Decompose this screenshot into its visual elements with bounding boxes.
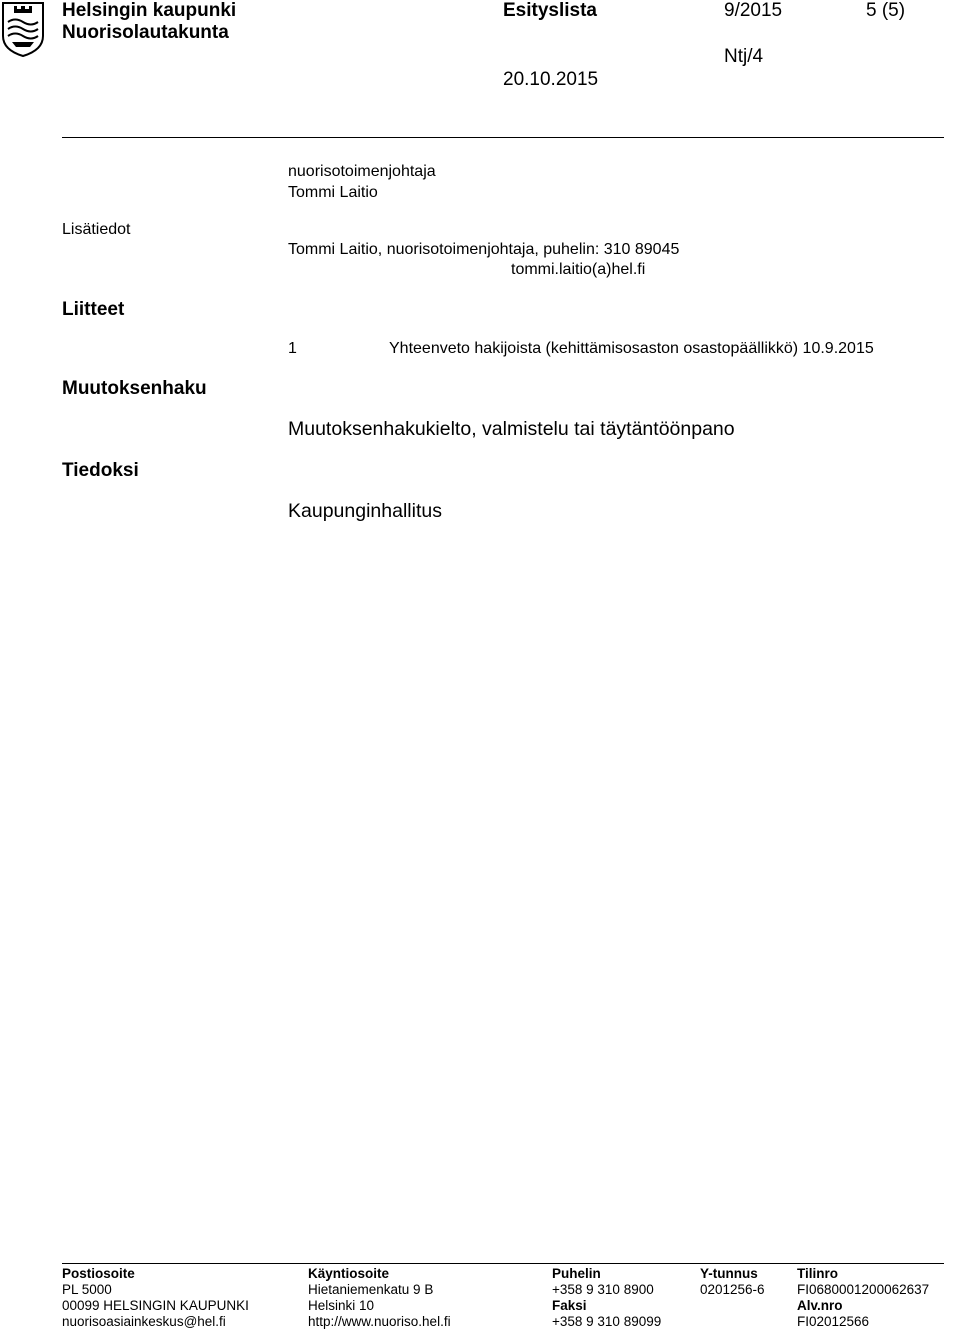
attachments-label: Liitteet [62, 299, 125, 320]
footer-visit-heading: Käyntiosoite [308, 1266, 390, 1281]
document-number: 9/2015 [724, 0, 783, 21]
document-type: Esityslista [503, 0, 597, 21]
footer-fax-heading: Faksi [552, 1298, 587, 1313]
footer-fax: +358 9 310 89099 [552, 1314, 662, 1329]
footer-divider [62, 1263, 944, 1264]
footer-phone: +358 9 310 8900 [552, 1282, 654, 1297]
info-contact-line: Tommi Laitio, nuorisotoimenjohtaja, puhelin: 310 89045 [288, 241, 680, 258]
attachment-number: 1 [288, 340, 297, 357]
committee-name: Nuorisolautakunta [62, 22, 229, 43]
footer-email-link[interactable]: nuorisoasiainkeskus@hel.fi [62, 1314, 226, 1329]
item-id: Ntj/4 [724, 46, 764, 67]
footer-postal-heading: Postiosoite [62, 1266, 135, 1281]
header-divider [62, 137, 944, 138]
footer-postal-box: PL 5000 [62, 1282, 112, 1297]
info-label: Lisätiedot [62, 221, 131, 238]
notify-label: Tiedoksi [62, 460, 139, 481]
notify-text: Kaupunginhallitus [288, 500, 442, 522]
footer-website-link[interactable]: http://www.nuoriso.hel.fi [308, 1314, 451, 1329]
footer-account-heading: Tilinro [797, 1266, 839, 1281]
page-number: 5 (5) [866, 0, 906, 21]
helsinki-coat-of-arms-icon [0, 0, 46, 58]
footer-vat-number: FI02012566 [797, 1314, 870, 1329]
footer-visit-street: Hietaniemenkatu 9 B [308, 1282, 434, 1297]
appeal-label: Muutoksenhaku [62, 378, 207, 399]
footer-business-id-heading: Y-tunnus [700, 1266, 758, 1281]
footer-vat-heading: Alv.nro [797, 1298, 843, 1313]
footer-business-id: 0201256-6 [700, 1282, 765, 1297]
footer-postal-city: 00099 HELSINGIN KAUPUNKI [62, 1298, 249, 1313]
meeting-date: 20.10.2015 [503, 69, 599, 90]
footer-account-number: FI0680001200062637 [797, 1282, 930, 1297]
presenter-name: Tommi Laitio [288, 184, 378, 201]
footer-visit-city: Helsinki 10 [308, 1298, 375, 1313]
info-email: tommi.laitio(a)hel.fi [511, 261, 646, 278]
appeal-text: Muutoksenhakukielto, valmistelu tai täytäntöönpano [288, 418, 735, 440]
attachment-link[interactable]: Yhteenveto hakijoista (kehittämisosaston osastopäällikkö) 10.9.2015 [389, 340, 874, 357]
presenter-title: nuorisotoimenjohtaja [288, 163, 436, 180]
footer-phone-heading: Puhelin [552, 1266, 601, 1281]
organization-name: Helsingin kaupunki [62, 0, 237, 21]
